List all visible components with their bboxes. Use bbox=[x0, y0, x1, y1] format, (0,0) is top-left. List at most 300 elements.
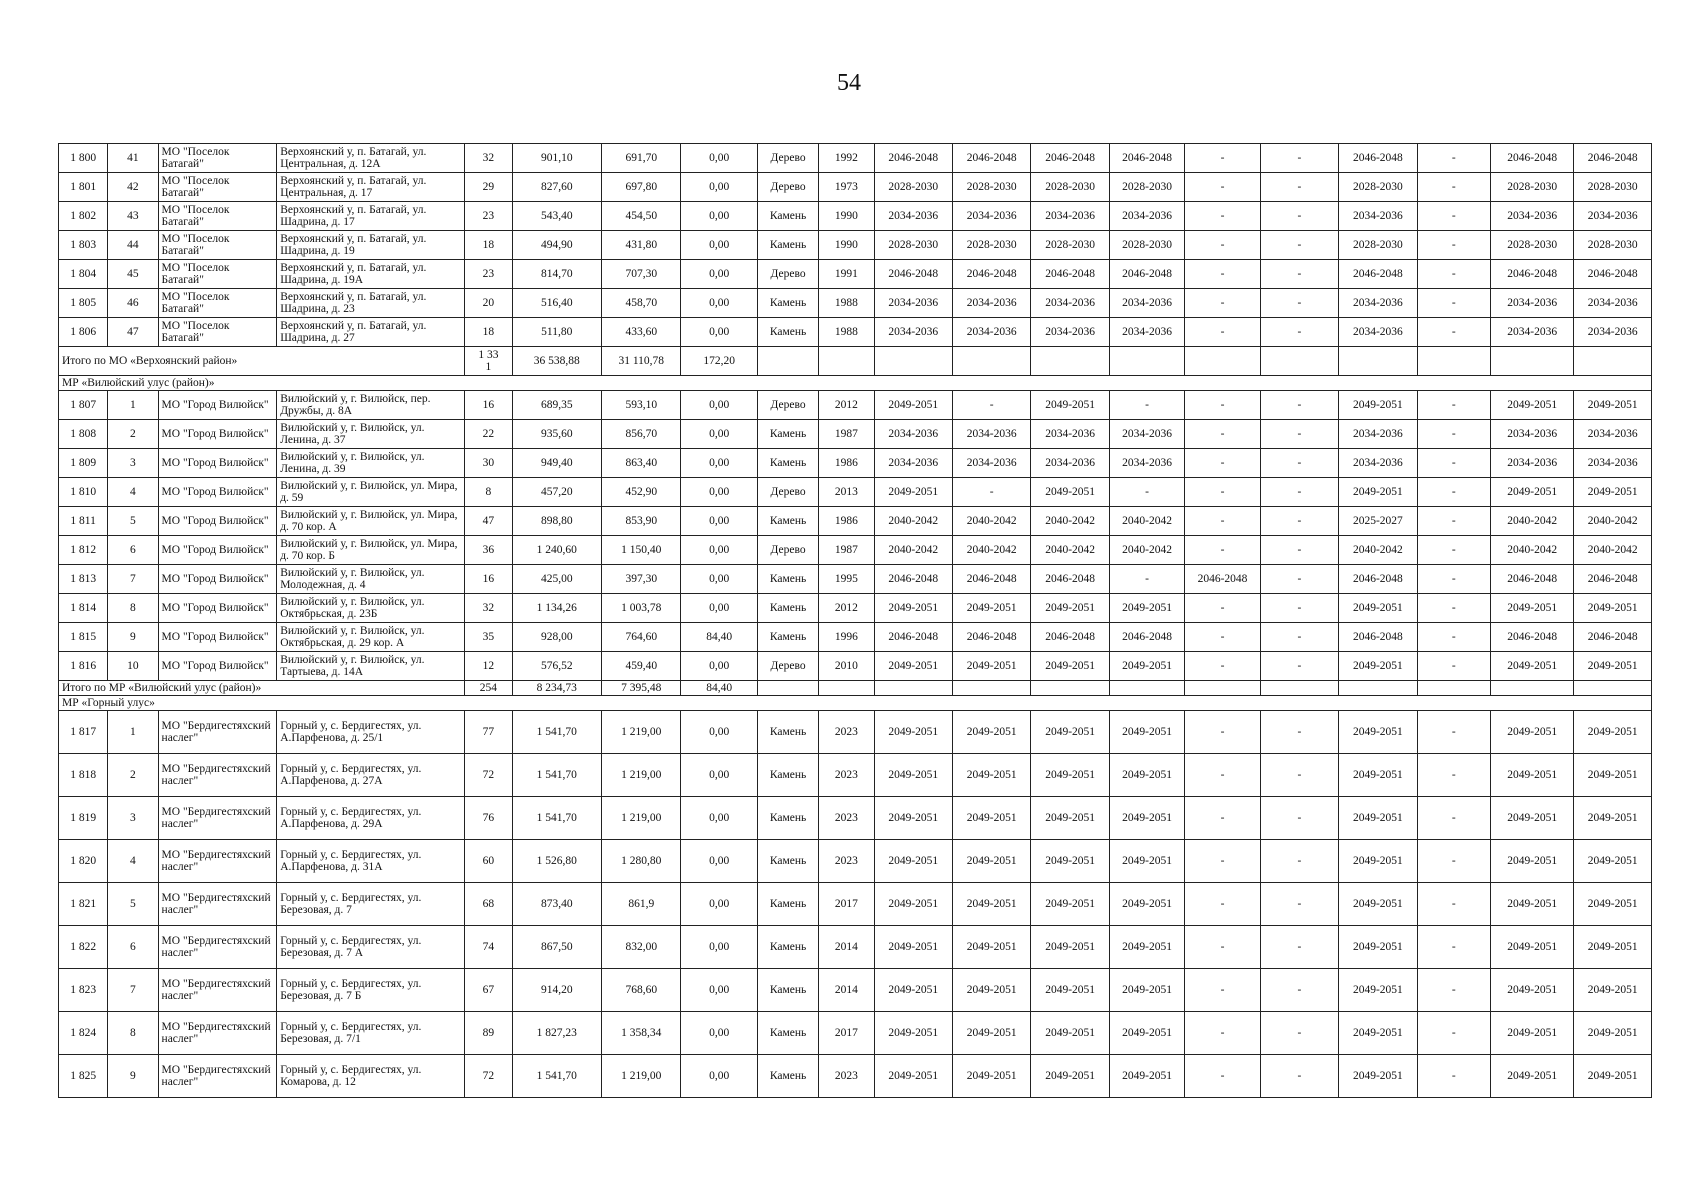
empty-cell bbox=[1109, 681, 1184, 696]
table-cell: 1 815 bbox=[59, 623, 108, 652]
table-cell: 2049-2051 bbox=[1574, 969, 1652, 1012]
table-cell: Камень bbox=[757, 623, 818, 652]
table-cell: 1 805 bbox=[59, 289, 108, 318]
table-cell: 2046-2048 bbox=[1109, 144, 1184, 173]
table-cell: 1 219,00 bbox=[602, 711, 681, 754]
table-cell: - bbox=[1260, 652, 1338, 681]
table-cell: 2034-2036 bbox=[1109, 449, 1184, 478]
empty-cell bbox=[952, 681, 1030, 696]
table-cell: 2049-2051 bbox=[1490, 754, 1573, 797]
table-cell: 2049-2051 bbox=[1574, 754, 1652, 797]
table-cell: 861,9 bbox=[602, 883, 681, 926]
table-cell: 1 240,60 bbox=[512, 536, 602, 565]
table-cell: 2049-2051 bbox=[1031, 1012, 1109, 1055]
table-cell: 1 802 bbox=[59, 202, 108, 231]
table-cell: 2 bbox=[108, 754, 158, 797]
total-living-area: 7 395,48 bbox=[602, 681, 681, 696]
table-cell: 1 219,00 bbox=[602, 754, 681, 797]
table-cell: 2049-2051 bbox=[1574, 652, 1652, 681]
table-cell: МО "Бердигестяхский наслег" bbox=[158, 1012, 277, 1055]
table-cell: - bbox=[1260, 478, 1338, 507]
table-cell: - bbox=[1417, 507, 1490, 536]
table-cell: 2046-2048 bbox=[1339, 623, 1417, 652]
table-cell: Дерево bbox=[757, 478, 818, 507]
table-cell: - bbox=[1417, 289, 1490, 318]
table-cell: 0,00 bbox=[681, 202, 757, 231]
table-row bbox=[59, 1012, 1652, 1055]
table-cell: Вилюйский у, г. Вилюйск, ул. Октябрьская, д. 23Б bbox=[277, 594, 465, 623]
table-cell: 691,70 bbox=[602, 144, 681, 173]
table-cell: 18 bbox=[465, 318, 512, 347]
table-cell: 1 823 bbox=[59, 969, 108, 1012]
table-cell: 707,30 bbox=[602, 260, 681, 289]
table-cell: - bbox=[1260, 536, 1338, 565]
table-cell: 1987 bbox=[819, 420, 874, 449]
table-cell: 72 bbox=[465, 754, 512, 797]
table-cell: 29 bbox=[465, 173, 512, 202]
table-cell: 2049-2051 bbox=[952, 1012, 1030, 1055]
table-cell: 1 219,00 bbox=[602, 1055, 681, 1098]
table-cell: 2049-2051 bbox=[952, 797, 1030, 840]
table-row bbox=[59, 754, 1652, 797]
table-row bbox=[59, 173, 1652, 202]
page-number: 54 bbox=[837, 70, 861, 96]
table-cell: 898,80 bbox=[512, 507, 602, 536]
table-cell: 45 bbox=[108, 260, 158, 289]
table-cell: 1 810 bbox=[59, 478, 108, 507]
table-cell: - bbox=[1417, 594, 1490, 623]
table-cell: 2040-2042 bbox=[1490, 536, 1573, 565]
table-cell: - bbox=[1417, 797, 1490, 840]
table-cell: 2046-2048 bbox=[1490, 144, 1573, 173]
table-cell: 2034-2036 bbox=[1339, 318, 1417, 347]
table-cell: Дерево bbox=[757, 260, 818, 289]
table-cell: Вилюйский у, г. Вилюйск, ул. Мира, д. 70 кор. Б bbox=[277, 536, 465, 565]
table-cell: 2046-2048 bbox=[1574, 565, 1652, 594]
table-cell: Камень bbox=[757, 883, 818, 926]
table-cell: 425,00 bbox=[512, 565, 602, 594]
table-cell: 2040-2042 bbox=[874, 507, 952, 536]
table-cell: 2046-2048 bbox=[1031, 623, 1109, 652]
table-cell: - bbox=[1260, 711, 1338, 754]
table-cell: МО "Город Вилюйск" bbox=[158, 420, 277, 449]
table-cell: - bbox=[1417, 478, 1490, 507]
table-cell: Камень bbox=[757, 1012, 818, 1055]
table-cell: 764,60 bbox=[602, 623, 681, 652]
table-cell: МО "Бердигестяхский наслег" bbox=[158, 840, 277, 883]
table-cell: 2046-2048 bbox=[874, 623, 952, 652]
table-cell: 2028-2030 bbox=[1490, 231, 1573, 260]
table-cell: 2034-2036 bbox=[1490, 202, 1573, 231]
table-cell: Вилюйский у, г. Вилюйск, ул. Мира, д. 70 кор. А bbox=[277, 507, 465, 536]
table-cell: 2049-2051 bbox=[1574, 391, 1652, 420]
table-cell: 2049-2051 bbox=[1490, 840, 1573, 883]
table-cell: Вилюйский у, г. Вилюйск, пер. Дружбы, д. 8А bbox=[277, 391, 465, 420]
table-cell: 4 bbox=[108, 840, 158, 883]
table-cell: - bbox=[1185, 797, 1260, 840]
table-cell: Камень bbox=[757, 926, 818, 969]
empty-cell bbox=[757, 681, 818, 696]
table-cell: - bbox=[1185, 652, 1260, 681]
table-cell: 2049-2051 bbox=[1109, 797, 1184, 840]
empty-cell bbox=[952, 347, 1030, 376]
table-cell: 2040-2042 bbox=[874, 536, 952, 565]
table-cell: 2049-2051 bbox=[1490, 1012, 1573, 1055]
table-cell: 2049-2051 bbox=[952, 926, 1030, 969]
table-cell: - bbox=[1109, 391, 1184, 420]
empty-cell bbox=[874, 347, 952, 376]
table-cell: 0,00 bbox=[681, 754, 757, 797]
table-cell: 1 280,80 bbox=[602, 840, 681, 883]
empty-cell bbox=[1185, 347, 1260, 376]
table-cell: Горный у, с. Бердигестях, ул. Комарова, д. 12 bbox=[277, 1055, 465, 1098]
table-cell: 0,00 bbox=[681, 173, 757, 202]
table-cell: МО "Поселок Батагай" bbox=[158, 318, 277, 347]
table-cell: Дерево bbox=[757, 652, 818, 681]
table-cell: - bbox=[1417, 565, 1490, 594]
table-cell: 0,00 bbox=[681, 536, 757, 565]
table-cell: 2034-2036 bbox=[1109, 202, 1184, 231]
table-cell: - bbox=[1185, 202, 1260, 231]
table-cell: 1995 bbox=[819, 565, 874, 594]
table-cell: Горный у, с. Бердигестях, ул. Березовая, д. 7 bbox=[277, 883, 465, 926]
table-cell: 77 bbox=[465, 711, 512, 754]
table-cell: 1996 bbox=[819, 623, 874, 652]
table-cell: - bbox=[1185, 883, 1260, 926]
table-cell: - bbox=[1185, 231, 1260, 260]
table-cell: 2049-2051 bbox=[874, 711, 952, 754]
table-cell: 2049-2051 bbox=[1109, 969, 1184, 1012]
table-cell: - bbox=[1260, 144, 1338, 173]
table-cell: Камень bbox=[757, 231, 818, 260]
empty-cell bbox=[1339, 681, 1417, 696]
table-cell: 1 801 bbox=[59, 173, 108, 202]
table-cell: 0,00 bbox=[681, 391, 757, 420]
table-cell: 0,00 bbox=[681, 420, 757, 449]
table-cell: 853,90 bbox=[602, 507, 681, 536]
table-cell: 2049-2051 bbox=[952, 652, 1030, 681]
table-cell: МО "Поселок Батагай" bbox=[158, 202, 277, 231]
table-cell: 68 bbox=[465, 883, 512, 926]
table-cell: 2049-2051 bbox=[1031, 969, 1109, 1012]
table-cell: МО "Бердигестяхский наслег" bbox=[158, 711, 277, 754]
table-cell: 8 bbox=[108, 594, 158, 623]
table-cell: 2049-2051 bbox=[1339, 926, 1417, 969]
table-row bbox=[59, 797, 1652, 840]
table-cell: 2046-2048 bbox=[874, 260, 952, 289]
table-cell: 2049-2051 bbox=[952, 840, 1030, 883]
table-cell: 2034-2036 bbox=[1109, 318, 1184, 347]
table-cell: 2049-2051 bbox=[1031, 1055, 1109, 1098]
table-row bbox=[59, 318, 1652, 347]
table-cell: 1 003,78 bbox=[602, 594, 681, 623]
table-cell: 2049-2051 bbox=[874, 840, 952, 883]
table-cell: 2017 bbox=[819, 1012, 874, 1055]
table-cell: 2034-2036 bbox=[952, 449, 1030, 478]
table-cell: 2034-2036 bbox=[1574, 449, 1652, 478]
table-cell: 0,00 bbox=[681, 926, 757, 969]
table-cell: 2034-2036 bbox=[1339, 202, 1417, 231]
table-cell: 2049-2051 bbox=[1109, 1012, 1184, 1055]
table-cell: 2049-2051 bbox=[1490, 594, 1573, 623]
table-cell: - bbox=[1260, 623, 1338, 652]
total-area: 8 234,73 bbox=[512, 681, 602, 696]
table-cell: 2046-2048 bbox=[1031, 144, 1109, 173]
table-cell: 0,00 bbox=[681, 652, 757, 681]
table-cell: 4 bbox=[108, 478, 158, 507]
table-cell: - bbox=[1417, 144, 1490, 173]
table-cell: 593,10 bbox=[602, 391, 681, 420]
housing-register-table bbox=[58, 143, 1652, 1098]
table-cell: - bbox=[1417, 449, 1490, 478]
total-nonresidential-area: 84,40 bbox=[681, 681, 757, 696]
table-cell: 2049-2051 bbox=[952, 754, 1030, 797]
empty-cell bbox=[1109, 347, 1184, 376]
empty-cell bbox=[1490, 681, 1573, 696]
table-cell: Камень bbox=[757, 318, 818, 347]
table-cell: 8 bbox=[108, 1012, 158, 1055]
table-cell: 2046-2048 bbox=[874, 144, 952, 173]
table-cell: 2028-2030 bbox=[1109, 231, 1184, 260]
table-cell: 1988 bbox=[819, 318, 874, 347]
table-cell: 2049-2051 bbox=[1574, 594, 1652, 623]
table-cell: - bbox=[1260, 1012, 1338, 1055]
table-cell: - bbox=[952, 478, 1030, 507]
table-cell: 2049-2051 bbox=[952, 594, 1030, 623]
table-cell: - bbox=[1185, 711, 1260, 754]
table-cell: - bbox=[1417, 754, 1490, 797]
table-cell: 867,50 bbox=[512, 926, 602, 969]
table-cell: 0,00 bbox=[681, 797, 757, 840]
table-cell: 1 bbox=[108, 711, 158, 754]
table-cell: 18 bbox=[465, 231, 512, 260]
table-cell: 2028-2030 bbox=[1109, 173, 1184, 202]
table-cell: 2049-2051 bbox=[1339, 797, 1417, 840]
table-cell: 2049-2051 bbox=[1339, 883, 1417, 926]
table-row bbox=[59, 840, 1652, 883]
table-cell: 41 bbox=[108, 144, 158, 173]
table-cell: МО "Бердигестяхский наслег" bbox=[158, 969, 277, 1012]
table-cell: 9 bbox=[108, 623, 158, 652]
table-cell: 2040-2042 bbox=[1031, 536, 1109, 565]
table-cell: - bbox=[1185, 507, 1260, 536]
table-cell: 2034-2036 bbox=[1031, 289, 1109, 318]
total-label: Итого по МР «Вилюйский улус (район)» bbox=[59, 681, 465, 696]
table-cell: - bbox=[1260, 420, 1338, 449]
table-cell: Камень bbox=[757, 711, 818, 754]
table-cell: 1992 bbox=[819, 144, 874, 173]
table-cell: Камень bbox=[757, 840, 818, 883]
table-cell: 2034-2036 bbox=[1339, 420, 1417, 449]
table-cell: 2034-2036 bbox=[952, 318, 1030, 347]
table-cell: 2012 bbox=[819, 391, 874, 420]
table-cell: 2049-2051 bbox=[1109, 926, 1184, 969]
table-cell: МО "Поселок Батагай" bbox=[158, 231, 277, 260]
table-cell: Камень bbox=[757, 594, 818, 623]
table-cell: Горный у, с. Бердигестях, ул. А.Парфенова, д. 25/1 bbox=[277, 711, 465, 754]
table-cell: 2034-2036 bbox=[1339, 289, 1417, 318]
table-cell: 511,80 bbox=[512, 318, 602, 347]
table-row bbox=[59, 926, 1652, 969]
table-cell: - bbox=[1260, 883, 1338, 926]
table-cell: - bbox=[1185, 536, 1260, 565]
table-cell: 2049-2051 bbox=[1490, 969, 1573, 1012]
table-cell: 32 bbox=[465, 594, 512, 623]
table-cell: 2049-2051 bbox=[1339, 391, 1417, 420]
table-cell: - bbox=[1185, 1055, 1260, 1098]
table-cell: 1 134,26 bbox=[512, 594, 602, 623]
table-row bbox=[59, 507, 1652, 536]
table-cell: 2049-2051 bbox=[1031, 391, 1109, 420]
table-row bbox=[59, 1055, 1652, 1098]
table-cell: 2046-2048 bbox=[1339, 565, 1417, 594]
table-cell: Камень bbox=[757, 420, 818, 449]
table-cell: - bbox=[1185, 594, 1260, 623]
table-cell: 2046-2048 bbox=[1490, 565, 1573, 594]
table-cell: - bbox=[1260, 202, 1338, 231]
empty-cell bbox=[1031, 347, 1109, 376]
table-cell: Камень bbox=[757, 449, 818, 478]
section-title: МР «Горный улус» bbox=[59, 696, 1652, 711]
table-cell: 47 bbox=[465, 507, 512, 536]
empty-cell bbox=[1574, 681, 1652, 696]
table-cell: 2049-2051 bbox=[1490, 926, 1573, 969]
empty-cell bbox=[819, 347, 874, 376]
table-cell: 46 bbox=[108, 289, 158, 318]
table-cell: 0,00 bbox=[681, 289, 757, 318]
table-cell: 2049-2051 bbox=[1574, 1055, 1652, 1098]
table-cell: 459,40 bbox=[602, 652, 681, 681]
table-cell: 47 bbox=[108, 318, 158, 347]
table-cell: 928,00 bbox=[512, 623, 602, 652]
table-cell: 5 bbox=[108, 507, 158, 536]
table-cell: Дерево bbox=[757, 144, 818, 173]
table-cell: 2028-2030 bbox=[1490, 173, 1573, 202]
table-cell: 2049-2051 bbox=[1109, 711, 1184, 754]
table-cell: 2046-2048 bbox=[1490, 623, 1573, 652]
table-cell: 2049-2051 bbox=[1339, 711, 1417, 754]
table-cell: 2034-2036 bbox=[1490, 289, 1573, 318]
table-cell: - bbox=[1185, 1012, 1260, 1055]
table-cell: МО "Поселок Батагай" bbox=[158, 144, 277, 173]
table-cell: 689,35 bbox=[512, 391, 602, 420]
table-cell: 2049-2051 bbox=[1490, 797, 1573, 840]
section-header-row bbox=[59, 696, 1652, 711]
empty-cell bbox=[1417, 681, 1490, 696]
table-cell: 1 817 bbox=[59, 711, 108, 754]
table-cell: 2013 bbox=[819, 478, 874, 507]
table-cell: 89 bbox=[465, 1012, 512, 1055]
table-cell: - bbox=[1417, 260, 1490, 289]
table-cell: 2046-2048 bbox=[952, 144, 1030, 173]
table-cell: - bbox=[1417, 420, 1490, 449]
table-cell: 0,00 bbox=[681, 1012, 757, 1055]
section-header-row bbox=[59, 376, 1652, 391]
table-cell: 2049-2051 bbox=[1031, 926, 1109, 969]
table-cell: 1 819 bbox=[59, 797, 108, 840]
table-cell: 1 824 bbox=[59, 1012, 108, 1055]
table-cell: - bbox=[1260, 231, 1338, 260]
empty-cell bbox=[1031, 681, 1109, 696]
table-row bbox=[59, 144, 1652, 173]
table-cell: 2049-2051 bbox=[1339, 478, 1417, 507]
table-cell: 397,30 bbox=[602, 565, 681, 594]
table-cell: 10 bbox=[108, 652, 158, 681]
table-cell: 2028-2030 bbox=[952, 231, 1030, 260]
table-cell: Дерево bbox=[757, 391, 818, 420]
table-cell: Вилюйский у, г. Вилюйск, ул. Октябрьская, д. 29 кор. А bbox=[277, 623, 465, 652]
table-cell: - bbox=[1417, 969, 1490, 1012]
table-cell: Вилюйский у, г. Вилюйск, ул. Тартыева, д. 14А bbox=[277, 652, 465, 681]
table-cell: - bbox=[1185, 144, 1260, 173]
table-cell: 67 bbox=[465, 969, 512, 1012]
table-cell: 2034-2036 bbox=[1574, 289, 1652, 318]
table-cell: МО "Город Вилюйск" bbox=[158, 594, 277, 623]
table-cell: 0,00 bbox=[681, 1055, 757, 1098]
table-cell: 2040-2042 bbox=[1574, 507, 1652, 536]
table-row bbox=[59, 449, 1652, 478]
table-cell: Камень bbox=[757, 289, 818, 318]
table-cell: 42 bbox=[108, 173, 158, 202]
table-cell: 2028-2030 bbox=[1574, 173, 1652, 202]
table-cell: - bbox=[1185, 754, 1260, 797]
total-living-area: 31 110,78 bbox=[602, 347, 681, 376]
table-cell: 2049-2051 bbox=[1031, 711, 1109, 754]
table-cell: 2034-2036 bbox=[874, 318, 952, 347]
table-cell: 3 bbox=[108, 449, 158, 478]
table-cell: Верхоянский у, п. Батагай, ул. Шадрина, д. 19А bbox=[277, 260, 465, 289]
table-cell: 2049-2051 bbox=[952, 969, 1030, 1012]
table-cell: 494,90 bbox=[512, 231, 602, 260]
table-cell: - bbox=[1260, 449, 1338, 478]
table-cell: - bbox=[1260, 594, 1338, 623]
table-cell: 2049-2051 bbox=[1339, 754, 1417, 797]
table-cell: 0,00 bbox=[681, 260, 757, 289]
table-cell: 2023 bbox=[819, 711, 874, 754]
table-cell: 576,52 bbox=[512, 652, 602, 681]
table-cell: 5 bbox=[108, 883, 158, 926]
table-cell: 1986 bbox=[819, 449, 874, 478]
table-cell: 2049-2051 bbox=[1339, 969, 1417, 1012]
table-cell: 2025-2027 bbox=[1339, 507, 1417, 536]
total-label: Итого по МО «Верхоянский район» bbox=[59, 347, 465, 376]
table-cell: - bbox=[1185, 478, 1260, 507]
table-cell: МО "Город Вилюйск" bbox=[158, 391, 277, 420]
table-cell: 2049-2051 bbox=[1031, 652, 1109, 681]
table-cell: 1 808 bbox=[59, 420, 108, 449]
table-cell: 2049-2051 bbox=[1339, 594, 1417, 623]
table-cell: 2034-2036 bbox=[874, 289, 952, 318]
table-cell: 2049-2051 bbox=[874, 969, 952, 1012]
table-cell: 2049-2051 bbox=[1109, 840, 1184, 883]
table-cell: 2040-2042 bbox=[1339, 536, 1417, 565]
table-cell: 2034-2036 bbox=[1574, 202, 1652, 231]
empty-cell bbox=[757, 347, 818, 376]
table-cell: Горный у, с. Бердигестях, ул. Березовая, д. 7 Б bbox=[277, 969, 465, 1012]
table-cell: 2046-2048 bbox=[1339, 260, 1417, 289]
table-cell: - bbox=[1417, 173, 1490, 202]
table-cell: 1 807 bbox=[59, 391, 108, 420]
table-cell: 2046-2048 bbox=[874, 565, 952, 594]
table-cell: 2049-2051 bbox=[1031, 754, 1109, 797]
table-cell: 9 bbox=[108, 1055, 158, 1098]
table-cell: Камень bbox=[757, 754, 818, 797]
table-cell: 0,00 bbox=[681, 449, 757, 478]
table-cell: МО "Бердигестяхский наслег" bbox=[158, 754, 277, 797]
table-row bbox=[59, 391, 1652, 420]
table-cell: 1 821 bbox=[59, 883, 108, 926]
table-row bbox=[59, 231, 1652, 260]
